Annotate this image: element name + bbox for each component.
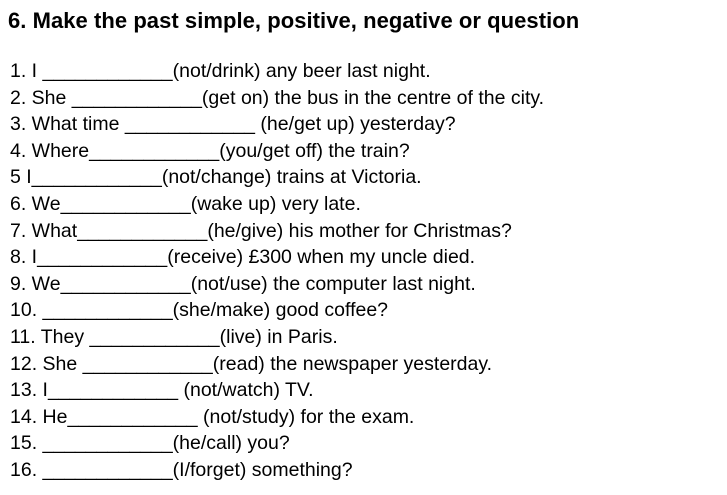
exercise-item-1: 1. I ____________(not/drink) any beer last night. bbox=[10, 60, 431, 82]
exercise-item-7: 7. What____________(he/give) his mother for Christmas? bbox=[10, 219, 512, 242]
exercise-item-12: 12. She ____________(read) the newspaper yesterday. bbox=[10, 352, 493, 375]
exercise-item-4: 4. Where____________(you/get off) the train? bbox=[10, 139, 410, 162]
exercise-item-8: 8. I____________(receive) £300 when my uncle died. bbox=[10, 246, 476, 269]
exercise-item-5: 5 I____________(not/change) trains at Victoria. bbox=[10, 166, 422, 189]
exercise-item-10: 10. ____________(she/make) good coffee? bbox=[10, 299, 389, 322]
exercise-list bbox=[10, 58, 544, 484]
exercise-item-15: 15. ____________(he/call) you? bbox=[10, 432, 290, 455]
exercise-item-2: 2. She ____________(get on) the bus in the centre of the city. bbox=[10, 86, 545, 109]
exercise-item-16: 16. ____________(I/forget) something? bbox=[10, 458, 353, 481]
exercise-item-14: 14. He____________ (not/study) for the exam. bbox=[10, 405, 415, 428]
exercise-item-6: 6. We____________(wake up) very late. bbox=[10, 192, 361, 215]
exercise-item-11: 11. They ____________(live) in Paris. bbox=[10, 325, 338, 348]
exercise-item-13: 13. I____________ (not/watch) TV. bbox=[10, 379, 314, 402]
exercise-item-9: 9. We____________(not/use) the computer last night. bbox=[10, 272, 476, 295]
exercise-item-3: 3. What time ____________ (he/get up) yesterday? bbox=[10, 113, 456, 136]
exercise-title: 6. Make the past simple, positive, negative or question bbox=[8, 8, 580, 33]
